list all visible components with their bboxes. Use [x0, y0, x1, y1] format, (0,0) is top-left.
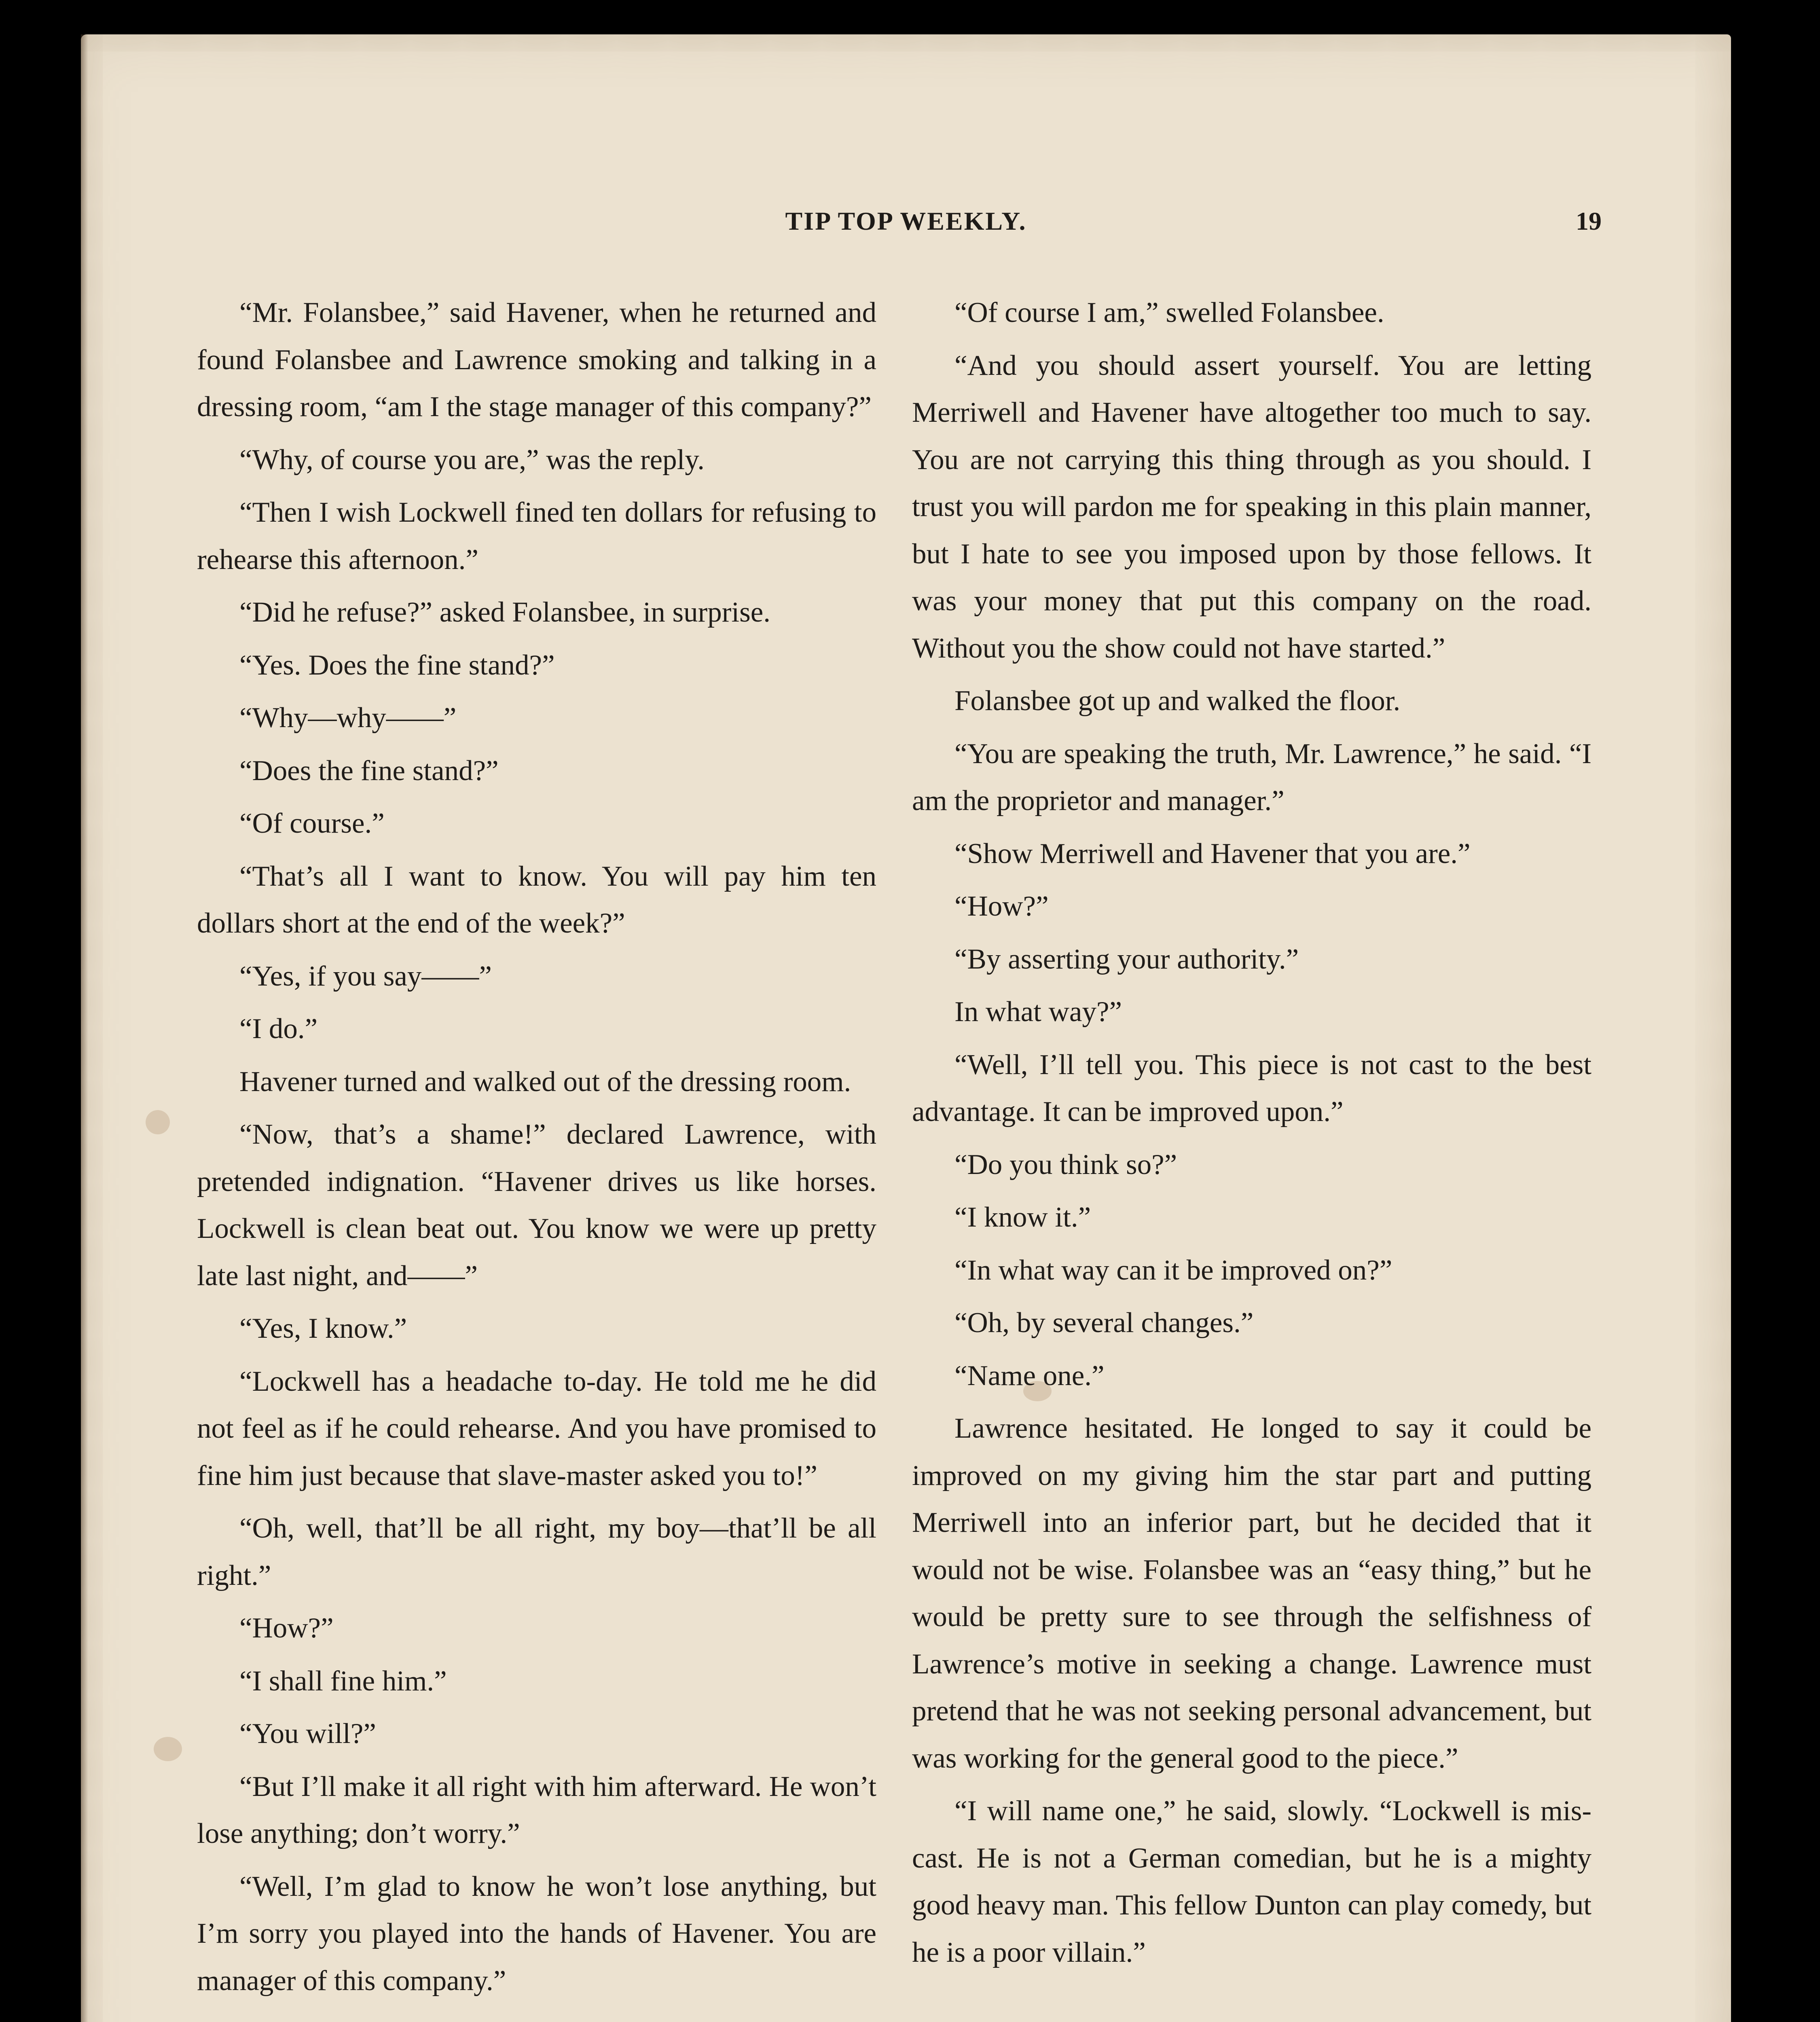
paragraph: “Of course.” — [239, 808, 385, 839]
paper-stain — [154, 1737, 182, 1761]
paragraph: “How?” — [954, 890, 1049, 922]
paragraph: “But I’ll make it all right with him afterward. He won’t lose anything; don’t worry.” — [197, 1770, 876, 1849]
paragraph: “Oh, by several changes.” — [954, 1307, 1254, 1339]
paragraph: “Did he refuse?” asked Folansbee, in surprise. — [239, 596, 771, 628]
paragraph: “Of course I am,” swelled Folansbee. — [954, 297, 1384, 328]
page-edge-shadow — [81, 34, 88, 2022]
paragraph: “I know it.” — [954, 1201, 1091, 1233]
paragraph: “How?” — [239, 1612, 334, 1644]
paragraph: “I shall fine him.” — [239, 1665, 447, 1697]
paragraph: “Then I wish Lockwell fined ten dollars for refusing to rehearse this afternoon.” — [197, 497, 876, 575]
page-number: 19 — [1576, 207, 1602, 235]
magazine-page — [81, 34, 1731, 2022]
left-text-column — [197, 289, 876, 2004]
paragraph: “Yes, if you say——” — [239, 960, 492, 992]
paragraph: “Do you think so?” — [954, 1148, 1177, 1180]
paragraph: “Mr. Folansbee,” said Havener, when he returned and found Folansbee and Lawrence smoking and talking in a dressing room, “am I the stage manager of this company?” — [197, 297, 876, 423]
paragraph: “Lockwell has a headache to-day. He told me he did not feel as if he could rehearse. And you have promised to fine him just because that slave-master asked you to!” — [197, 1365, 876, 1491]
paragraph: “Show Merriwell and Havener that you are.” — [954, 838, 1471, 869]
paragraph: “You are speaking the truth, Mr. Lawrence,” he said. “I am the proprietor and manager.” — [912, 738, 1591, 816]
paragraph: “Oh, well, that’ll be all right, my boy—that’ll be all right.” — [197, 1512, 876, 1591]
paragraph: “By asserting your authority.” — [954, 943, 1299, 975]
paragraph: “Why, of course you are,” was the reply. — [239, 444, 705, 476]
paragraph: “Yes, I know.” — [239, 1313, 407, 1344]
paragraph: Folansbee got up and walked the floor. — [954, 685, 1401, 717]
paragraph: “Why—why——” — [239, 702, 457, 734]
paragraph: Lawrence hesitated. He longed to say it could be improved on my giving him the star part and putting Merriwell into an inferior part, but he decided that it would not be wise. Folansbee was an “easy thing,” but he would be pretty sure to see through the selfishness of Lawrence’s motive in seeking a change. Lawrence must pretend that he was not seeking personal advancement, but was working for the general good to the piece.” — [912, 1413, 1591, 1774]
paragraph: “And you should assert yourself. You are letting Merriwell and Havener have altogether too much to say. You are not carrying this thing through as you should. I trust you will pardon me for speaking in this plain manner, but I hate to see you imposed upon by those fellows. It was your money that put this company on the road. Without you the show could not have started.” — [912, 349, 1591, 664]
paragraph: Havener turned and walked out of the dressing room. — [239, 1066, 851, 1098]
paragraph: “That’s all I want to know. You will pay him ten dollars short at the end of the week?” — [197, 860, 876, 939]
running-title: TIP TOP WEEKLY. — [785, 207, 1027, 235]
page-header — [81, 206, 1731, 243]
paragraph: “I will name one,” he said, slowly. “Lockwell is mis-cast. He is not a German comedian, but he is a mighty good heavy man. This fellow Dunton can play comedy, but he is a poor villain.” — [912, 1795, 1591, 1968]
paragraph: “I do.” — [239, 1013, 318, 1045]
paragraph: “Does the fine stand?” — [239, 755, 499, 787]
paragraph: In what way?” — [954, 996, 1122, 1028]
paragraph: “Name one.” — [954, 1360, 1105, 1392]
paragraph: “Well, I’m glad to know he won’t lose anything, but I’m sorry you played into the hands of Havener. You are manager of this company.” — [197, 1870, 876, 1997]
paragraph: “Now, that’s a shame!” declared Lawrence, with pretended indignation. “Havener drives us like horses. Lockwell is clean beat out. You know we were up pretty late last night, and——” — [197, 1119, 876, 1292]
right-text-column — [912, 289, 1591, 1976]
paragraph: “Yes. Does the fine stand?” — [239, 649, 555, 681]
paper-stain — [146, 1110, 170, 1134]
paragraph: “You will?” — [239, 1718, 376, 1749]
paragraph: “Well, I’ll tell you. This piece is not cast to the best advantage. It can be improved upon.” — [912, 1049, 1591, 1127]
paragraph: “In what way can it be improved on?” — [954, 1254, 1393, 1286]
